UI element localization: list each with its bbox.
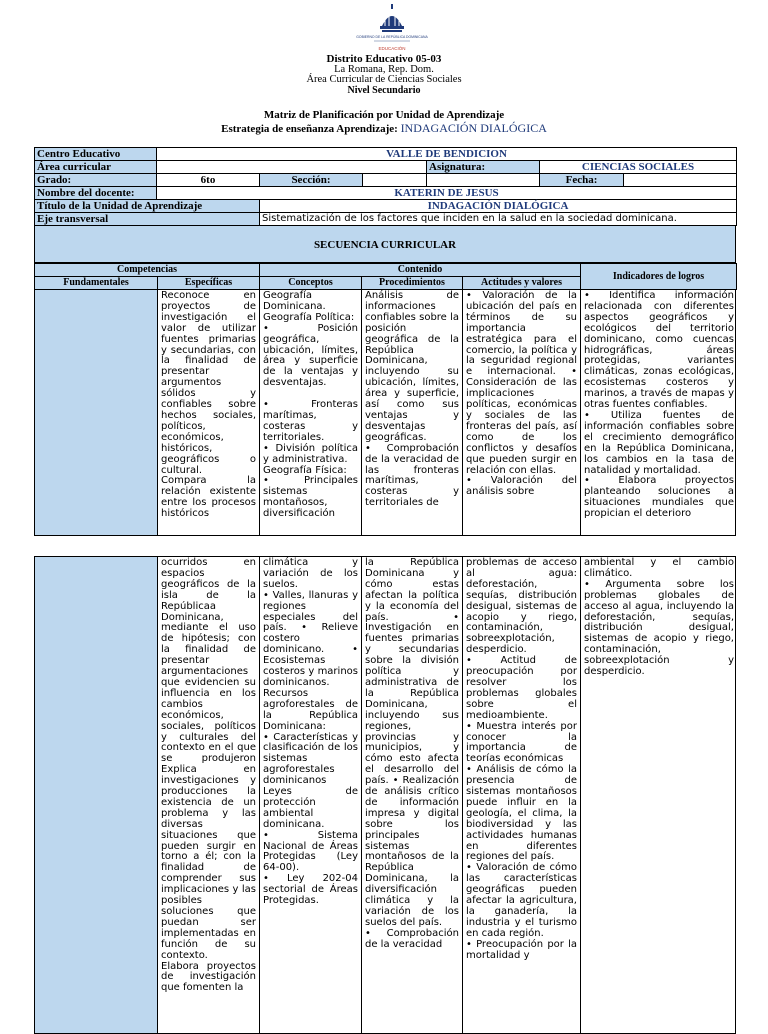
area-label: Área curricular	[35, 161, 157, 174]
docente-value: KATERIN DE JESUS	[157, 187, 737, 200]
titulo-label: Título de la Unidad de Aprendizaje	[35, 200, 260, 213]
fundamentales-cell	[35, 290, 158, 535]
conceptos-cell	[260, 557, 362, 1033]
fecha-label: Fecha:	[540, 174, 624, 187]
fecha-value	[624, 174, 737, 187]
especificas-text: Reconoce en proyectos de investigación el valor de utilizar fuentes primarias y secundarias, con la finalidad de presentar argumentos sólidos y confiables sobre hechos sociales, políticos, económicos, históricos, geográficos o cultural. Compara la relación existente entre los procesos históricos	[161, 290, 256, 520]
strategy-label: Estrategia de enseñanza Aprendizaje:	[221, 123, 398, 135]
info-table	[34, 147, 737, 226]
distrito-title: Distrito Educativo 05-03	[326, 53, 442, 65]
eje-value: Sistematización de los factores que inciden en la salud en la sociedad dominicana.	[260, 213, 737, 226]
logo-sub: EDUCACIÓN	[378, 46, 406, 51]
actitudes-text: problemas de acceso al agua: deforestación, sequías, distribución desigual, sistemas de acopio y riego, contaminación, sobreexplotación, desperdicio. • Actitud de preocupación por resolver los problemas globales sobre el medioambiente. • Muestra interés por conocer la importancia de teorías económicas • Análisis de cómo la presencia de sistemas montañosos puede influir en la geología, el clima, la biodiversidad y las actividades humanas en diferentes regiones del país. • Valoración de cómo las características geográficas pueden afectar la agricultura, la ganadería, la industria y el turismo en cada región. • Preocupación por la mortalidad y	[466, 557, 577, 961]
dome-icon	[380, 4, 404, 32]
especificas-cell	[158, 557, 260, 1033]
indicadores-header: Indicadores de logros	[581, 264, 737, 290]
area-text: Área Curricular de Ciencias Sociales	[306, 74, 462, 85]
procedimientos-text: la República Dominicana y cómo estas afectan la política y la economía del país. • Investigación en fuentes primarias y secundarias sobre la división política y administrativa de la República Dominicana, incluyendo sus regiones, provincias y municipios, y cómo esto afecta el desarrollo del país. • Realización de análisis crítico de información impresa y digital sobre los principales sistemas montañosos de la República Dominicana, la diversificación climática y la variación de los suelos del país. • Comprobación de la veracidad	[365, 557, 459, 950]
indicadores-text: ambiental y el cambio climático. • Argumenta sobre los problemas globales de acceso al agua, incluyendo la deforestación, sequías, distribución desigual, sistemas de acopio y riego, contaminación, sobreexplotación y desperdicio.	[584, 557, 734, 678]
contenido-header: Contenido	[260, 264, 581, 277]
procedimientos-cell	[362, 557, 463, 1033]
conceptos-cell	[260, 290, 362, 535]
strategy-value: INDAGACIÓN DIALÓGICA	[400, 121, 547, 135]
procedimientos-header: Procedimientos	[362, 277, 463, 290]
procedimientos-text: Análisis de informaciones confiables sobre la posición geográfica de la República Dominicana, incluyendo su ubicación, límites, área y superficie, así como sus ventajas y desventajas geográficas. • Comprobación de la veracidad de las fronteras marítimas, costeras y territoriales de	[365, 290, 459, 509]
area-value	[157, 161, 427, 174]
indicadores-cell	[581, 557, 737, 1033]
asignatura-label: Asignatura:	[427, 161, 540, 174]
grado-label: Grado:	[35, 174, 157, 187]
especificas-cell	[158, 290, 260, 535]
government-logo	[356, 2, 428, 54]
strategy-line	[0, 121, 768, 136]
fundamentales-cell	[35, 557, 158, 1033]
actitudes-header: Actitudes y valores	[463, 277, 581, 290]
docente-label: Nombre del docente:	[35, 187, 157, 200]
content-panel-1	[34, 289, 736, 536]
eje-label: Eje transversal	[35, 213, 260, 226]
nivel-text: Nivel Secundario	[347, 85, 421, 96]
indicadores-text: • Identifica información relacionada con diferentes aspectos geográficos y ecológicos del territorio dominicano, como cuencas hidrográficas, áreas protegidas, variantes climáticas, zonas ecológicas, ecosistemas costeros y marinos, a través de mapas y otras fuentes confiables. • Utiliza fuentes de información confiables sobre el crecimiento demográfico en la República Dominicana, los cambios en la tasa de natalidad y mortalidad. • Elabora proyectos planteando soluciones a situaciones mundiales que propician el deterioro	[584, 290, 734, 520]
titulo-value: INDAGACIÓN DIALÓGICA	[260, 200, 737, 213]
asignatura-value: CIENCIAS SOCIALES	[540, 161, 737, 174]
procedimientos-cell	[362, 290, 463, 535]
conceptos-text: climática y variación de los suelos. • Valles, llanuras y regiones especiales del país. • Relieve costero dominicano. • Ecosistemas costeros y marinos dominicanos. Recursos agroforestales de la República Dominicana: • Características y clasificación de los sistemas agroforestales dominicanos Leyes de protección ambiental dominicana. • Sistema Nacional de Áreas Protegidas (Ley 64-00). • Ley 202-04 sectorial de Áreas Protegidas.	[263, 557, 358, 907]
grado-value: 6to	[157, 174, 260, 187]
competencias-header: Competencias	[35, 264, 260, 277]
seccion-value	[363, 174, 427, 187]
sequence-header	[34, 263, 737, 290]
centro-value: VALLE DE BENDICION	[157, 148, 737, 161]
location-text: La Romana, Rep. Dom.	[334, 64, 434, 75]
sequence-title: SECUENCIA CURRICULAR	[34, 225, 736, 263]
fundamentales-header: Fundamentales	[35, 277, 158, 290]
content-panel-2	[34, 556, 736, 1034]
matrix-title: Matriz de Planificación por Unidad de Aprendizaje	[263, 109, 505, 121]
actitudes-text: • Valoración de la ubicación del país en términos de su importancia estratégica para el comercio, la política y la seguridad regional e internacional. • Consideración de las implicaciones políticas, económicas y sociales de las fronteras del país, así como de los conflictos y desafíos que pueden surgir en relación con ellas. • Valoración del análisis sobre	[466, 290, 577, 498]
logo-label: GOBIERNO DE LA REPÚBLICA DOMINICANA	[356, 35, 428, 39]
actitudes-cell	[463, 557, 581, 1033]
especificas-header: Específicas	[158, 277, 260, 290]
conceptos-text: Geografía Dominicana. Geografía Política: • Posición geográfica, ubicación, límites, área y superficie de la ventajas y desventajas. • Fronteras marítimas, costeras y territoriales. • División política y administrativa. Geografía Física: • Principales sistemas montañosos, diversificación	[263, 290, 358, 520]
especificas-text: ocurridos en espacios geográficos de la isla de la Repúblicaa Dominicana, mediante el uso de hipótesis; con la finalidad de presentar argumentaciones que evidencien su influencia en los cambios económicos, sociales, políticos y culturales del contexto en el que se produjeron Explica en investigaciones y producciones la existencia de un problema y las diversas situaciones que pueden surgir en torno a él; con la finalidad de comprender sus implicaciones y las posibles soluciones que puedan ser implementadas en función de su contexto. Elabora proyectos de investigación que fomenten la	[161, 557, 256, 994]
indicadores-cell	[581, 290, 737, 535]
actitudes-cell	[463, 290, 581, 535]
conceptos-header: Conceptos	[260, 277, 362, 290]
seccion-label: Sección:	[260, 174, 363, 187]
centro-label: Centro Educativo	[35, 148, 157, 161]
